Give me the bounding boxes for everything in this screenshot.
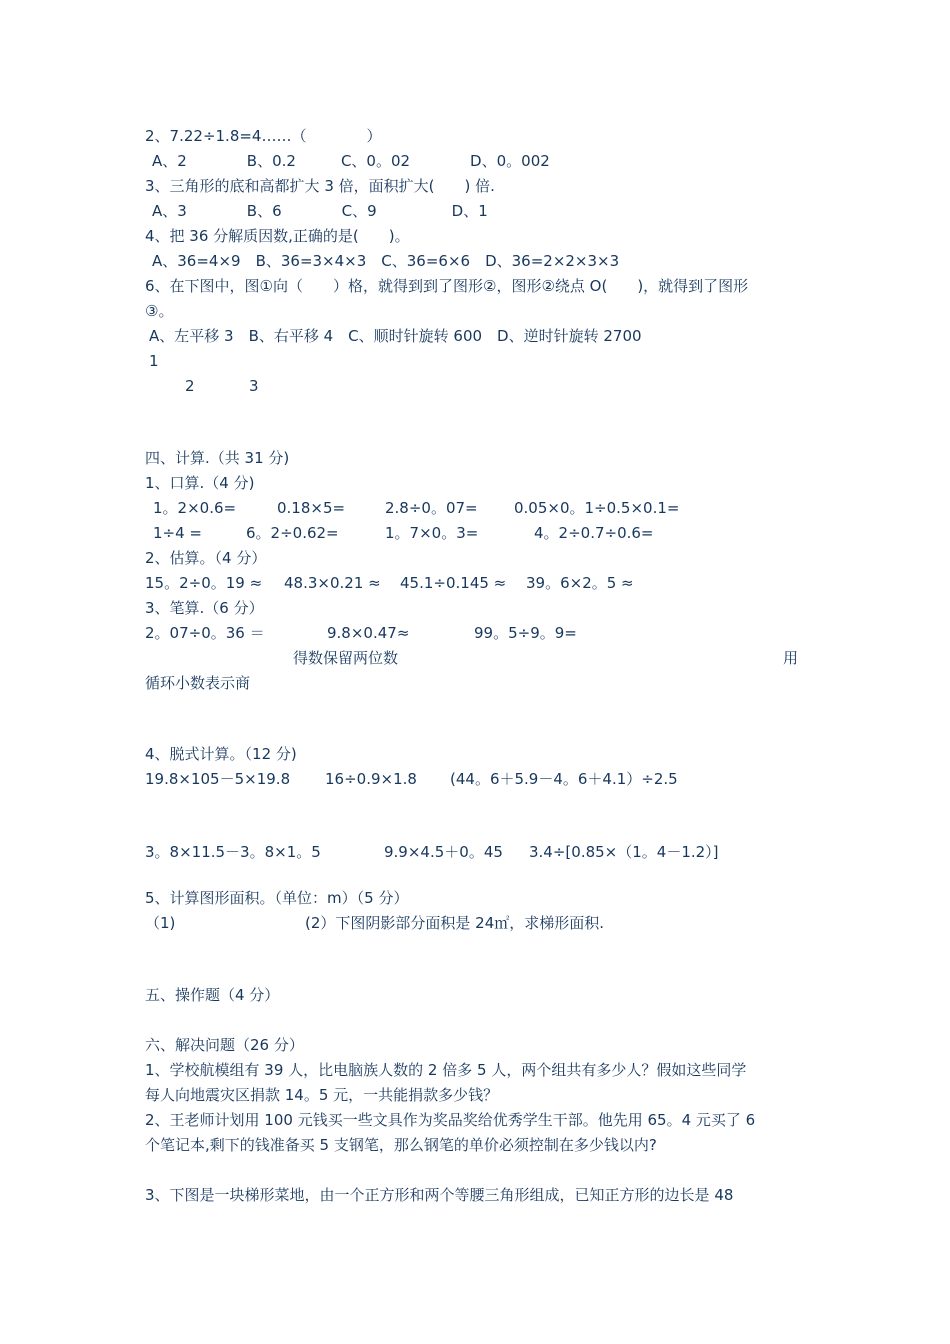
question-4: 4、把 36 分解质因数,正确的是( )。 [145, 227, 410, 245]
oral-calc-item: 1。2×0.6= [153, 499, 237, 517]
oral-calc-item: 0.18×5= [277, 499, 346, 517]
question-2: 2、7.22÷1.8=4……（ ） [145, 127, 382, 145]
estimate-item: 39。6×2。5 ≈ [526, 574, 634, 592]
problem-3-line-1: 3、下图是一块梯形菜地，由一个正方形和两个等腰三角形组成，已知正方形的边长是 48 [145, 1186, 734, 1204]
problem-2-line-1: 2、王老师计划用 100 元钱买一些文具作为奖品奖给优秀学生干部。他先用 65。4 元买了 6 [145, 1111, 756, 1129]
written-calc-heading: 3、笔算.（6 分） [145, 599, 264, 617]
question-6-line-1: 6、在下图中，图①向（ ）格，就得到到了图形②，图形②绕点 O( )，就得到了图形 [145, 277, 749, 295]
question-2-options: A、2 B、0.2 C、0。02 D、0。002 [152, 152, 550, 170]
written-calc-note: 用 [783, 649, 799, 667]
area-calc-part-2: (2）下图阴影部分面积是 24㎡，求梯形面积. [305, 914, 605, 932]
step-calc-heading: 4、脱式计算。（12 分) [145, 745, 297, 763]
step-calc-item: (44。6＋5.9－4。6＋4.1）÷2.5 [450, 770, 678, 788]
oral-calc-item: 1。7×0。3= [385, 524, 479, 542]
section-6-heading: 六、解决问题（26 分） [145, 1036, 304, 1054]
written-calc-note: 循环小数表示商 [145, 674, 251, 692]
step-calc-item: 3。8×11.5－3。8×1。5 [145, 843, 321, 861]
question-3-options: A、3 B、6 C、9 D、1 [152, 202, 488, 220]
problem-1-line-1: 1、学校航模组有 39 人，比电脑族人数的 2 倍多 5 人，两个组共有多少人？假如这些同学 [145, 1061, 747, 1079]
estimate-heading: 2、估算。（4 分） [145, 549, 267, 567]
estimate-item: 48.3×0.21 ≈ [284, 574, 381, 592]
oral-calc-item: 2.8÷0。07= [385, 499, 478, 517]
step-calc-item: 19.8×105－5×19.8 [145, 770, 291, 788]
figure-label-1: 1 [149, 352, 159, 370]
problem-1-line-2: 每人向地震灾区捐款 14。5 元，一共能捐款多少钱？ [145, 1086, 499, 1104]
oral-calc-item: 0.05×0。1÷0.5×0.1= [514, 499, 680, 517]
estimate-item: 45.1÷0.145 ≈ [400, 574, 507, 592]
step-calc-item: 16÷0.9×1.8 [325, 770, 417, 788]
figure-label-2: 2 [185, 377, 195, 395]
step-calc-item: 3.4÷[0.85×（1。4－1.2）] [529, 843, 719, 861]
question-4-options: A、36=4×9 B、36=3×4×3 C、36=6×6 D、36=2×2×3×3 [152, 252, 620, 270]
question-3: 3、三角形的底和高都扩大 3 倍，面积扩大( ) 倍. [145, 177, 495, 195]
section-5-heading: 五、操作题（4 分） [145, 986, 280, 1004]
problem-2-line-2: 个笔记本,剩下的钱准备买 5 支钢笔，那么钢笔的单价必须控制在多少钱以内? [145, 1136, 657, 1154]
oral-calc-item: 1÷4 = [153, 524, 202, 542]
written-calc-item: 99。5÷9。9= [474, 624, 577, 642]
area-calc-part-1: （1) [145, 914, 176, 932]
written-calc-item: 2。07÷0。36 ＝ [145, 624, 265, 642]
oral-calc-item: 6。2÷0.62= [246, 524, 339, 542]
section-4-heading: 四、计算.（共 31 分) [145, 449, 290, 467]
written-calc-note: 得数保留两位数 [293, 649, 399, 667]
area-calc-heading: 5、计算图形面积。（单位：m）（5 分） [145, 889, 409, 907]
question-6-line-2: ③。 [145, 302, 174, 320]
figure-label-3: 3 [249, 377, 259, 395]
question-6-options: A、左平移 3 B、右平移 4 C、顺时针旋转 600 D、逆时针旋转 2700 [149, 327, 642, 345]
estimate-item: 15。2÷0。19 ≈ [145, 574, 263, 592]
oral-calc-item: 4。2÷0.7÷0.6= [534, 524, 654, 542]
written-calc-item: 9.8×0.47≈ [327, 624, 410, 642]
step-calc-item: 9.9×4.5＋0。45 [384, 843, 503, 861]
oral-calc-heading: 1、口算.（4 分) [145, 474, 255, 492]
